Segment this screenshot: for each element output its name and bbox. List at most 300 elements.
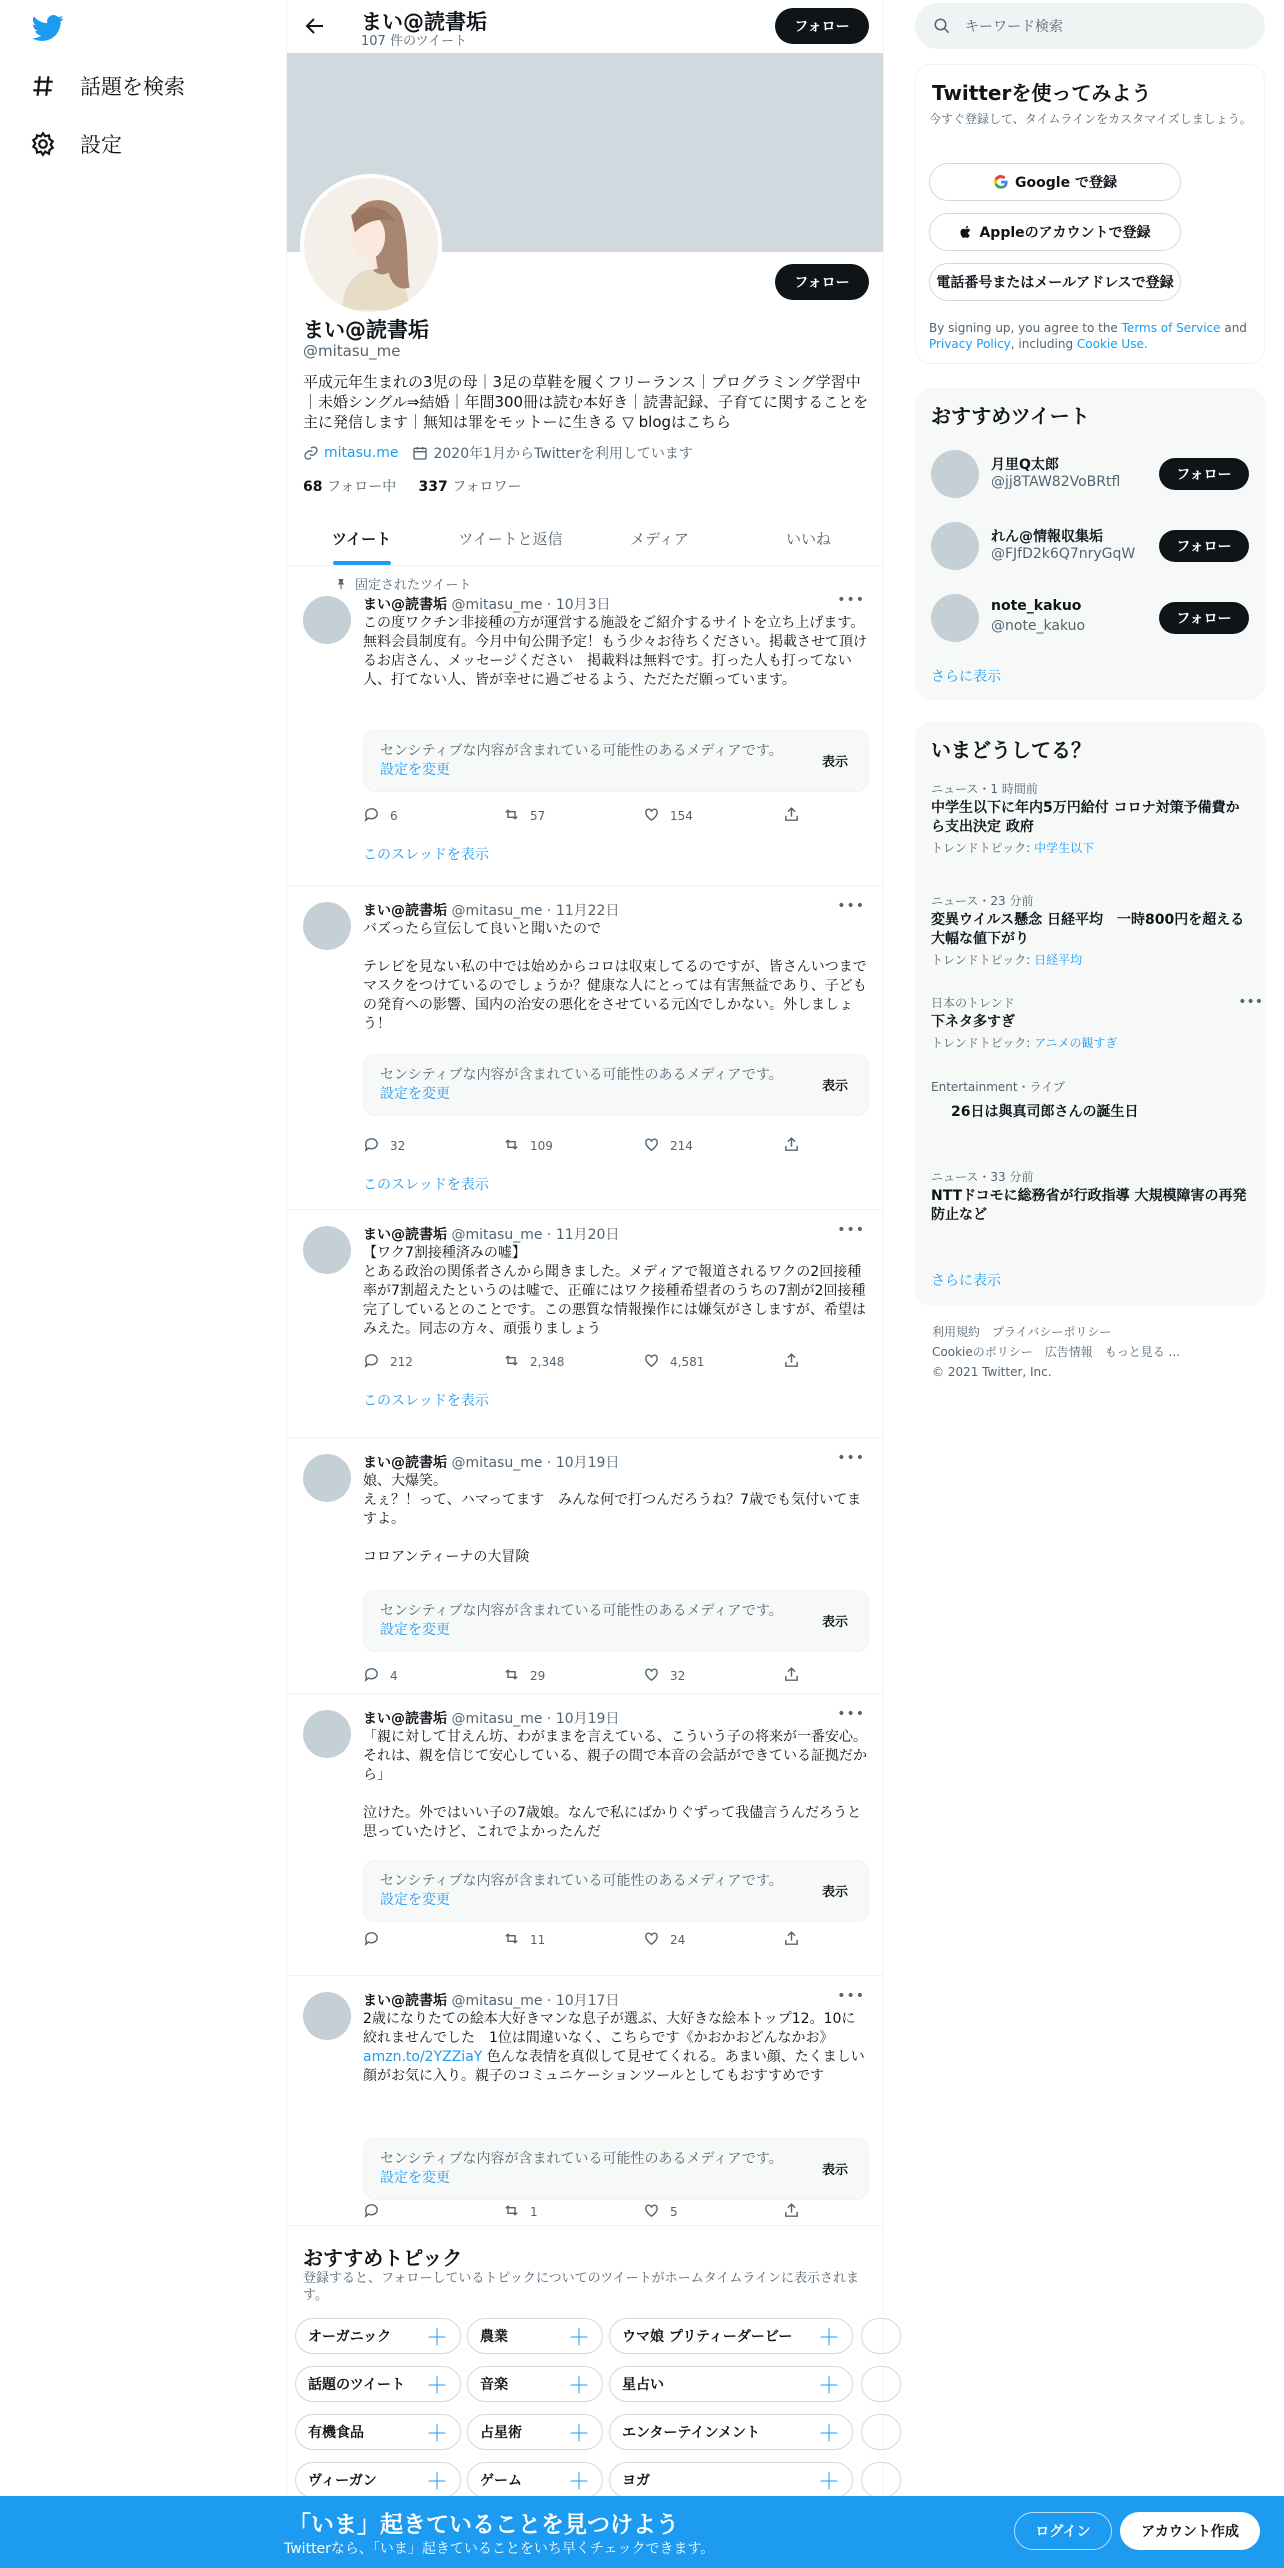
following-link[interactable] [303,479,396,495]
profile-bio: 平成元年生まれの3児の母｜3足の草鞋を履くフリーランス｜プログラミング学習中｜未婚シングル⇒結婚｜年間300冊は読む本好き｜読書記録、子育てに関することを主に発信します｜無知は罪をモットーに生きる ▽ blogはこちら [303,373,869,431]
heart-icon [643,1352,660,1372]
calendar-icon [412,445,428,461]
share-button[interactable] [783,2202,803,2222]
gear-icon [30,131,56,157]
search-icon [933,17,951,35]
trend-topic-link[interactable]: 日経平均 [1034,953,1083,967]
tweet-header [363,900,619,920]
sensitive-media-warning [363,1860,869,1922]
tweet-avatar[interactable] [303,902,351,950]
trend-title: 中学生以下に年内5万円給付 コロナ対策予備費から支出決定 政府 [931,800,1240,835]
apple-icon [959,224,973,240]
avatar[interactable] [931,450,979,498]
nav-explore[interactable] [30,66,185,106]
signup-desc: 今すぐ登録して、タイムラインをカスタマイズしましょう。 [929,112,1252,126]
back-arrow-icon[interactable] [303,14,327,38]
more-options-icon[interactable]: ••• [837,898,865,914]
topic-label: ヨガ [622,2473,650,2489]
tweet-text-part: 色んな表情を真似して見せてくれる。あまい顔、たくましい顔がお気に入り。親子のコミュニケーションツールとしてもおすすめです [363,2049,865,2084]
tweet-text: 「親に対して甘えん坊、わがままを言えている、こういう子の将来が一番安心。それは、親を信じて安心している、親子の間で本音の会話ができている証拠だから」 泣けた。外ではいい子の7歳娘。なんで私にばかりぐずって我儘言うんだろうと思っていたけど、これでよかったんだ [363,1729,867,1840]
following-label: フォロー中 [326,479,397,495]
tweet-header [363,1452,619,1472]
recommended-title: おすすめツイート [931,404,1090,428]
trend-item[interactable] [931,1168,1251,1225]
nav-explore-label: 話題を検索 [80,75,185,99]
topic-label: オーガニック [308,2329,392,2345]
recommended-user-name[interactable]: note_kakuo [991,598,1082,614]
following-count: 68 [303,479,323,495]
profile-meta [303,443,693,463]
share-button[interactable] [783,1666,803,1686]
tweet-text: バズったら宣伝して良いと聞いたので テレビを見ない私の中では始めからコロは収束してるのですが、皆さんいつまでマスクをつけているのでしょうか？健康な人にとっては有害無益であり、子どもの発育への影響、国内の治安の悪化をさせている元凶でしかない。外しましょう！ [363,921,867,1032]
tweet-avatar[interactable] [303,1710,351,1758]
reply-button[interactable] [363,1136,473,1156]
trend-item[interactable] [931,994,1263,1051]
topic-label: 音楽 [480,2377,508,2393]
followers-count: 337 [418,479,448,495]
tweet-header [363,1990,619,2010]
reply-icon [363,2202,380,2222]
reply-button[interactable] [363,1930,473,1950]
trend-topic-link[interactable]: 中学生以下 [1034,841,1095,855]
tweet[interactable] [287,1210,883,1438]
tweet[interactable] [287,1438,883,1694]
topic-chip[interactable] [295,2366,461,2402]
change-settings-link[interactable]: 設定を変更 [380,1086,450,1102]
apple-signup-button[interactable] [929,213,1181,251]
trend-sub-prefix: トレンドトピック: [931,841,1035,855]
share-button[interactable] [783,1930,803,1950]
footer-copyright: © 2021 Twitter, Inc. [932,1365,1052,1379]
sensitive-text [380,742,790,780]
trends-title: いまどうしてる？ [931,738,1091,762]
tweet-author-name[interactable]: まい@読書垢 [363,1455,447,1471]
tweet-header [363,1708,619,1728]
reply-count: 212 [390,1355,413,1369]
topic-chip[interactable] [467,2414,603,2450]
avatar-illustration [304,178,438,312]
trend-title: 下ネタ多すぎ [931,1014,1015,1030]
tab-tweets[interactable]: ツイート [287,512,436,565]
like-count: 24 [670,1933,686,1947]
share-icon [783,1352,800,1372]
recommended-user[interactable] [915,440,1265,506]
plus-icon: ＋ [425,2421,448,2447]
reply-icon [363,1352,380,1372]
tweet-meta[interactable]: @mitasu_me · 11月22日 [451,903,620,919]
sensitive-media-warning [363,1054,869,1116]
avatar[interactable] [931,594,979,642]
retweet-button[interactable] [503,1136,613,1156]
share-icon [783,806,800,826]
sensitive-message: センシティブな内容が含まれている可能性のあるメディアです。 [380,2151,783,2167]
heart-icon [643,1666,660,1686]
left-navigation [0,0,286,2568]
terms-text-3: , including [1010,337,1077,351]
footer-links-2[interactable]: Cookieのポリシー 広告情報 もっと見る ... [932,1345,1180,1359]
trend-subtitle [931,951,1251,968]
tweet-avatar[interactable] [303,596,351,644]
profile-joined-text: 2020年1月からTwitterを利用しています [433,446,693,462]
bottom-bar-title: 「いま」起きていることを見つけよう [288,2512,679,2538]
plus-icon: ＋ [817,2325,840,2351]
tweet-header [363,594,611,614]
profile-link[interactable] [303,445,398,461]
tweet-actions [363,1666,803,1686]
retweet-icon [503,1136,520,1156]
search-placeholder: キーワード検索 [965,19,1063,35]
reply-icon [363,1666,380,1686]
tweet-actions [363,1136,803,1156]
create-account-button[interactable]: アカウント作成 [1120,2512,1260,2550]
topic-label: ゲーム [480,2473,522,2489]
plus-icon: ＋ [817,2421,840,2447]
footer-links-1[interactable]: 利用規約 プライバシーポリシー [932,1325,1112,1339]
plus-icon: ＋ [817,2469,840,2495]
plus-icon: ＋ [567,2469,590,2495]
trend-category: ニュース・33 分前 [931,1170,1034,1184]
twitter-bird-logo-icon[interactable] [30,12,66,44]
plus-icon: ＋ [817,2373,840,2399]
tweet[interactable] [287,886,883,1210]
show-thread-link[interactable]: このスレッドを表示 [363,1177,489,1193]
nav-settings[interactable] [30,124,122,164]
share-button[interactable] [783,1352,803,1372]
sensitive-text [380,1872,790,1910]
show-media-button[interactable]: 表示 [821,755,848,770]
like-button[interactable] [643,2202,753,2222]
signup-bottom-bar [0,2496,1284,2568]
terms-text-1: By signing up, you agree to the [929,321,1122,335]
trends-more-link[interactable]: さらに表示 [931,1273,1001,1289]
trend-title: 26日は與真司郎さんの誕生日 [951,1104,1139,1120]
plus-icon: ＋ [567,2421,590,2447]
profile-follow-counts [303,476,522,496]
retweet-icon [503,2202,520,2222]
topic-chip[interactable] [295,2318,461,2354]
trend-subtitle [931,839,1251,856]
heart-icon [643,1930,660,1950]
more-options-icon[interactable]: ••• [837,1988,865,2004]
topic-label: 占星術 [480,2425,522,2441]
topic-chip[interactable] [467,2318,603,2354]
topic-chip-overflow[interactable] [861,2366,901,2402]
hashtag-icon [30,73,56,99]
topic-chip-overflow[interactable] [861,2462,901,2498]
topic-chip-overflow[interactable] [861,2414,901,2450]
heart-icon [643,806,660,826]
like-count: 214 [670,1139,693,1153]
topic-label: 有機食品 [308,2425,364,2441]
sensitive-media-warning [363,1590,869,1652]
recommended-more-link[interactable]: さらに表示 [931,669,1001,685]
topic-label: 農業 [480,2329,508,2345]
followers-label: フォロワー [452,479,522,495]
tweet-actions [363,806,803,826]
profile-header-bar [287,0,883,53]
more-options-icon[interactable]: ••• [837,1222,865,1238]
tweet[interactable] [287,1694,883,1976]
tweet-author-name[interactable]: まい@読書垢 [363,1227,447,1243]
retweet-icon [503,1666,520,1686]
reply-button[interactable] [363,1352,473,1372]
share-icon [783,2202,800,2222]
topic-label: ヴィーガン [308,2473,377,2489]
topic-label: 話題のツイート [308,2377,406,2393]
follow-button[interactable]: フォロー [1159,530,1249,562]
tab-likes[interactable]: いいね [785,530,831,548]
recommended-user-handle: @note_kakuo [991,618,1086,634]
sensitive-message: センシティブな内容が含まれている可能性のあるメディアです。 [380,743,783,759]
more-options-icon[interactable]: ••• [1238,994,1263,1010]
tweet-actions [363,1930,803,1950]
retweet-count: 109 [530,1139,553,1153]
tweet[interactable] [287,1976,883,2226]
google-signup-label: Google で登録 [1015,175,1117,191]
topic-chip[interactable] [295,2414,461,2450]
like-button[interactable] [643,1930,753,1950]
trend-subtitle [931,1034,1251,1051]
plus-icon: ＋ [567,2373,590,2399]
tweet-actions [363,2202,803,2222]
trend-category: 日本のトレンド [931,996,1015,1010]
change-settings-link[interactable]: 設定を変更 [380,2170,450,2186]
header-name: まい@読書垢 [361,10,487,34]
retweet-count: 57 [530,809,546,823]
like-count: 4,581 [670,1355,705,1369]
google-icon [993,174,1009,190]
topic-chip[interactable] [609,2462,853,2498]
tweet-meta[interactable]: @mitasu_me · 10月19日 [451,1711,620,1727]
sensitive-media-warning [363,730,869,792]
profile-tabs [287,512,883,566]
sensitive-text [380,1066,790,1104]
recommended-user-handle: @jj8TAW82VoBRtfl [991,474,1121,490]
reply-icon [363,1930,380,1950]
tweet-text: 【ワク7割接種済みの嘘】 とある政治の関係者さんから聞きました。メディアで報道されるワクの2回接種率が7割超えたというのは嘘で、正確にはワク接種希望者のうちの7割が2回接種完了しているとのことです。この悪質な情報操作には嫌気がさしますが、希望はみえた。同志の方々、頑張りましょう [363,1245,866,1337]
heart-icon [643,2202,660,2222]
profile-name: まい@読書垢 [303,318,429,342]
recommended-user[interactable] [915,512,1265,578]
tweet-avatar[interactable] [303,1992,351,2040]
show-thread-link[interactable]: このスレッドを表示 [363,1393,489,1409]
tweet-author-name[interactable]: まい@読書垢 [363,597,447,613]
retweet-icon [503,806,520,826]
tweet-actions [363,1352,803,1372]
profile-link-text[interactable]: mitasu.me [324,445,399,461]
followers-link[interactable] [419,479,522,495]
topics-subtitle: 登録すると、フォローしているトピックについてのツイートがホームタイムラインに表示されます。 [303,2271,860,2303]
profile-handle: @mitasu_me [303,342,401,360]
share-button[interactable] [783,1136,803,1156]
header-follow-button[interactable]: フォロー [775,8,869,44]
tweet-author-name[interactable]: まい@読書垢 [363,1711,447,1727]
change-settings-link[interactable]: 設定を変更 [380,1622,450,1638]
topic-label: 星占い [622,2377,664,2393]
trend-title: NTTドコモに総務省が行政指導 大規模障害の再発防止など [931,1188,1247,1223]
like-button[interactable] [643,1352,753,1372]
change-settings-link[interactable]: 設定を変更 [380,762,450,778]
topic-chip[interactable] [609,2318,853,2354]
retweet-icon [503,1930,520,1950]
apple-signup-label: Appleのアカウントで登録 [979,225,1151,241]
retweet-button[interactable] [503,1352,613,1372]
topic-chip[interactable] [609,2414,853,2450]
profile-joined [412,443,692,463]
right-sidebar [902,0,1284,2568]
reply-icon [363,1136,380,1156]
plus-icon: ＋ [567,2325,590,2351]
plus-icon: ＋ [425,2469,448,2495]
tab-tweets-and-replies[interactable]: ツイートと返信 [458,530,563,548]
profile-column [286,0,884,2568]
tweet[interactable] [287,566,883,886]
retweet-count: 29 [530,1669,546,1683]
sensitive-text [380,2150,790,2188]
show-media-button[interactable]: 表示 [821,2163,848,2178]
trend-item[interactable] [931,1078,1251,1122]
change-settings-link[interactable]: 設定を変更 [380,1892,450,1908]
trend-topic-link[interactable]: アニメの観すぎ [1034,1036,1118,1050]
pin-icon [335,577,347,591]
tweet-author-name[interactable]: まい@読書垢 [363,1993,447,2009]
tweet-link[interactable]: amzn.to/2YZZiaY [363,2049,483,2065]
privacy-link[interactable]: Privacy Policy [929,337,1011,351]
follow-button[interactable]: フォロー [1159,602,1249,634]
reply-count: 6 [390,809,398,823]
retweet-button[interactable] [503,1666,613,1686]
share-icon [783,1930,800,1950]
header-tweet-count: 107 件のツイート [361,34,468,49]
profile-follow-button[interactable]: フォロー [775,264,869,300]
topic-chip[interactable] [467,2462,603,2498]
terms-link[interactable]: Terms of Service [1121,321,1221,335]
sensitive-text [380,1602,790,1640]
like-button[interactable] [643,806,753,826]
tweet-text: 娘、大爆笑。 えぇ？！って、ハマってます みんな何で打つんだろうね？7歳でも気付いてますよ。 コロアンティーナの大冒険 [363,1473,862,1565]
retweet-button[interactable] [503,2202,613,2222]
show-media-button[interactable]: 表示 [821,1885,848,1900]
sensitive-message: センシティブな内容が含まれている可能性のあるメディアです。 [380,1873,783,1889]
reply-button[interactable] [363,806,473,826]
pinned-text: 固定されたツイート [355,578,472,593]
tweet-avatar[interactable] [303,1454,351,1502]
recommended-user[interactable] [915,584,1265,650]
sensitive-media-warning [363,2138,869,2200]
trend-category: ニュース・1 時間前 [931,782,1038,796]
phone-email-signup-button[interactable]: 電話番号またはメールアドレスで登録 [929,263,1181,301]
trend-item[interactable] [931,892,1251,968]
tweet-meta[interactable]: @mitasu_me · 10月17日 [451,1993,620,2009]
retweet-count: 11 [530,1933,546,1947]
signup-card [915,64,1265,364]
show-media-button[interactable]: 表示 [821,1079,848,1094]
heart-icon [643,1136,660,1156]
show-thread-link[interactable]: このスレッドを表示 [363,847,489,863]
topic-chip[interactable] [295,2462,461,2498]
retweet-count: 1 [530,2205,538,2219]
login-button[interactable]: ログイン [1014,2512,1112,2550]
bottom-bar-subtitle: Twitterなら、「いま」起きていることをいち早くチェックできます。 [284,2541,715,2557]
topic-label: ウマ娘 プリティーダービー [622,2329,793,2345]
reply-count: 4 [390,1669,398,1683]
share-icon [783,1136,800,1156]
trend-item[interactable] [931,780,1251,856]
retweet-count: 2,348 [530,1355,565,1369]
trend-category: ニュース・23 分前 [931,894,1034,908]
recommended-user-handle: @FJfD2k6Q7nryGqW [991,546,1136,562]
reply-button[interactable] [363,2202,473,2222]
recommended-user-name[interactable]: 月里Q太郎 [991,457,1059,473]
like-button[interactable] [643,1136,753,1156]
recommended-user-name[interactable]: れん@情報収集垢 [991,529,1103,545]
topics-title: おすすめトピック [303,2246,463,2270]
like-count: 5 [670,2205,678,2219]
reply-button[interactable] [363,1666,473,1686]
tweet-meta[interactable]: @mitasu_me · 11月20日 [451,1227,620,1243]
tweet-header [363,1224,619,1244]
cookie-link[interactable]: Cookie Use. [1076,337,1148,351]
search-input[interactable] [915,3,1265,49]
tab-media[interactable]: メディア [630,530,689,548]
retweet-icon [503,1352,520,1372]
trend-title: 変異ウイルス懸念 日経平均 一時800円を超える大幅な値下がり [931,912,1245,947]
more-options-icon[interactable]: ••• [837,592,865,608]
trend-category: Entertainment・ライブ [931,1080,1065,1094]
google-signup-button[interactable] [929,163,1181,201]
nav-settings-label: 設定 [80,133,122,157]
retweet-button[interactable] [503,806,613,826]
sensitive-message: センシティブな内容が含まれている可能性のあるメディアです。 [380,1067,783,1083]
trend-sub-prefix: トレンドトピック: [931,953,1035,967]
sensitive-message: センシティブな内容が含まれている可能性のあるメディアです。 [380,1603,783,1619]
reply-count: 32 [390,1139,406,1153]
trend-sub-prefix: トレンドトピック: [931,1036,1035,1050]
share-button[interactable] [783,806,803,826]
terms-text-2: and [1220,321,1247,335]
tweet-text [363,2010,869,2086]
trends-card [915,722,1265,1306]
like-count: 154 [670,809,693,823]
like-count: 32 [670,1669,686,1683]
topic-label: エンターテインメント [622,2425,761,2441]
tweet-meta[interactable]: @mitasu_me · 10月19日 [451,1455,620,1471]
share-icon [783,1666,800,1686]
tweet-avatar[interactable] [303,1226,351,1274]
more-options-icon[interactable]: ••• [837,1706,865,1722]
topic-chip[interactable] [609,2366,853,2402]
tweet-text: この度ワクチン非接種の方が運営する施設をご紹介するサイトを立ち上げます。無料会員制度有。今月中旬公開予定！もう少々お待ちください。掲載させて頂けるお店さん、メッセージください 掲載料は無料です。打った人も打ってない人、打てない人、皆が幸せに過ごせるよう、ただただ願っています。 [363,615,867,688]
avatar[interactable] [931,522,979,570]
like-button[interactable] [643,1666,753,1686]
tweet-text-part: 2歳になりたての絵本大好きマンな息子が選ぶ、大好きな絵本トップ12。10に絞れませんでした 1位は間違いなく、こちらです《かおかおどんなかお》 [363,2011,856,2046]
pinned-label [335,574,471,593]
profile-avatar[interactable] [300,174,442,316]
more-options-icon[interactable]: ••• [837,1450,865,1466]
plus-icon: ＋ [425,2325,448,2351]
recommended-tweets-card [915,388,1265,700]
topic-chip[interactable] [467,2366,603,2402]
topic-chip-overflow[interactable] [861,2318,901,2354]
reply-icon [363,806,380,826]
retweet-button[interactable] [503,1930,613,1950]
signup-terms [929,320,1255,352]
tweet-author-name[interactable]: まい@読書垢 [363,903,447,919]
follow-button[interactable]: フォロー [1159,458,1249,490]
show-media-button[interactable]: 表示 [821,1615,848,1630]
link-icon [303,445,319,461]
tweet-meta[interactable]: @mitasu_me · 10月3日 [451,597,611,613]
